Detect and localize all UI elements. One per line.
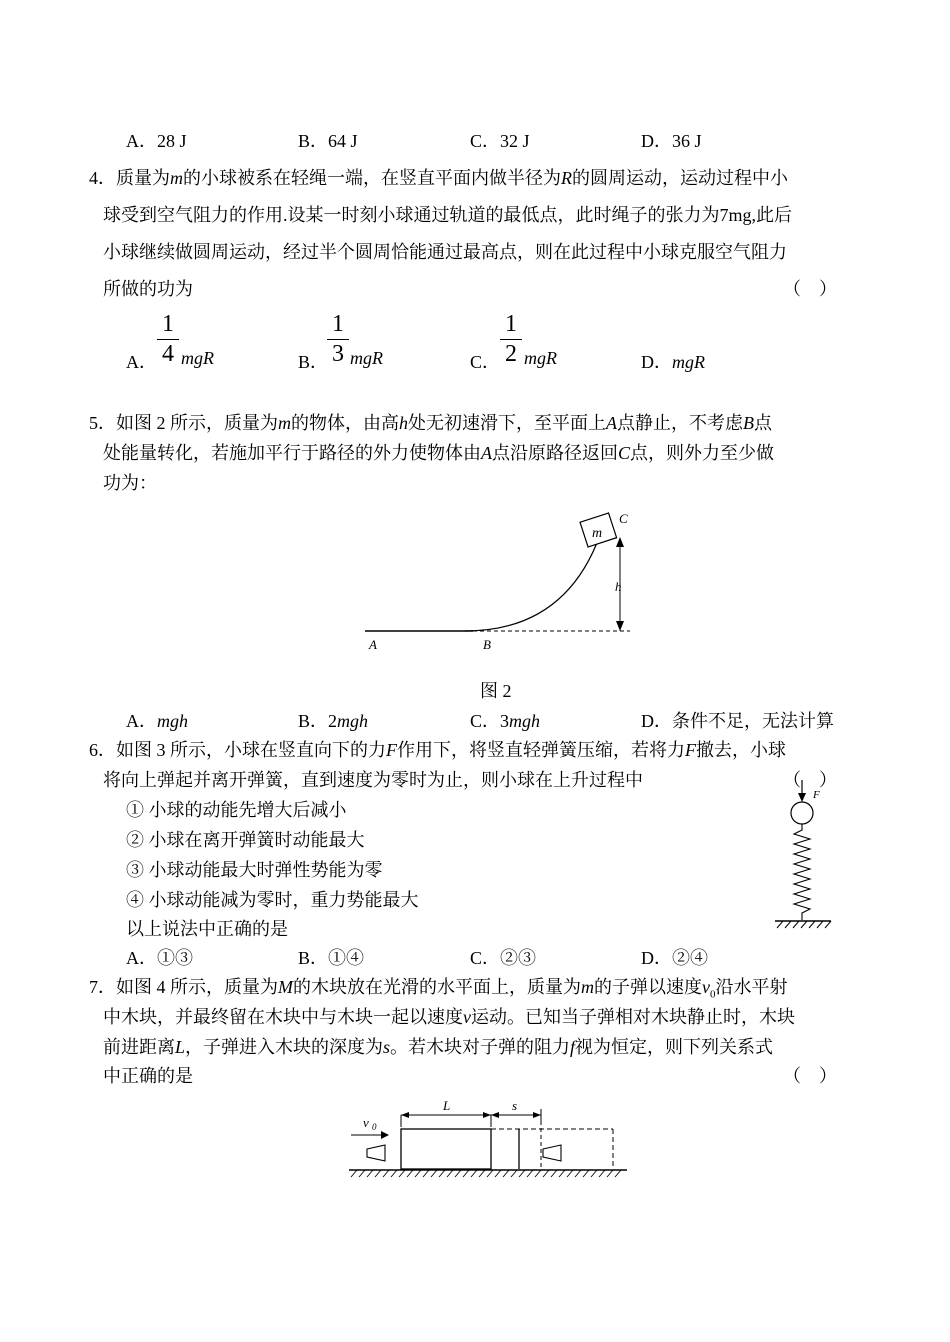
q5-line-1: 5．如图 2 所示，质量为m的物体，由高h处无初速滑下，至平面上A点静止，不考虑B点 [89,413,772,433]
q5-option-d: D．条件不足，无法计算 [641,711,834,731]
q4-option-c-fraction: 1 2 [500,312,522,366]
q5-number: 5． [89,413,116,433]
label-s: s [512,1098,518,1113]
ball [791,802,813,824]
figure-2-caption: 图 2 [480,681,512,701]
label-a: A [369,637,377,652]
q7-line-4: 中正确的是 [103,1066,193,1086]
label-c: C [619,511,628,526]
label-b: B [483,637,491,652]
spring [794,824,810,920]
q6-option-a: A．①③ [126,948,193,968]
q4-option-c-tail: mgR [524,348,557,368]
label-l: L [443,1098,451,1113]
q6-number: 6． [89,740,116,760]
q4-option-c-label: C． [470,352,501,372]
q6-option-c: C．②③ [470,948,537,968]
q3-option-d: D．36 J [641,131,702,151]
q6-line-2: 将向上弹起并离开弹簧，直到速度为零时为止，则小球在上升过程中 [103,770,643,790]
q6-statement-4: ④ 小球动能减为零时，重力势能最大 [126,890,419,910]
q4-option-a-label: A． [126,352,157,372]
label-h: h [615,579,622,594]
q6-statement-1: ① 小球的动能先增大后减小 [126,800,347,820]
q4-option-b-fraction: 1 3 [327,312,349,366]
q4-line-4: 所做的功为 [103,279,193,299]
q5-line-2: 处能量转化，若施加平行于路径的外力使物体由A点沿原路径返回C点，则外力至少做 [103,443,775,463]
q7-line-3: 前进距离L，子弹进入木块的深度为s。若木块对子弹的阻力f视为恒定，则下列关系式 [103,1037,774,1057]
q7-number: 7． [89,977,116,997]
q4-line-3: 小球继续做圆周运动，经过半个圆周恰能通过最高点，则在此过程中小球克服空气阻力 [103,242,787,262]
q4-number: 4． [89,168,116,188]
q3-option-c: C．32 J [470,131,530,151]
bullet-final [543,1145,561,1161]
q5-option-a: A．mgh [126,711,188,731]
q3-option-b: B．64 J [298,131,358,151]
q4-option-a-tail: mgR [181,348,214,368]
q6-option-b: B．①④ [298,948,365,968]
q4-option-b-label: B． [298,352,329,372]
q4-line-1: 4．质量为m的小球被系在轻绳一端，在竖直平面内做半径为R的圆周运动，运动过程中小 [89,168,788,188]
figure-3-spring-diagram [765,778,845,938]
q4-option-b-tail: mgR [350,348,383,368]
q6-answer-paren: （ ） [783,770,837,790]
q6-option-d: D．②④ [641,948,708,968]
figure-2-slope-diagram [355,505,645,655]
label-v0-sub: 0 [372,1122,377,1132]
label-f: F [813,789,820,801]
q7-answer-paren: （ ） [783,1066,837,1086]
q6-conclusion: 以上说法中正确的是 [126,919,288,939]
q5-option-c: C．3mgh [470,711,541,731]
q4-option-d: D．mgR [641,352,705,372]
block-initial [401,1129,491,1169]
q7-line-1: 7．如图 4 所示，质量为M的木块放在光滑的水平面上，质量为m的子弹以速度$v_0$沿水平射 [89,977,788,1001]
bullet-initial [367,1145,385,1161]
q5-option-b: B．2mgh [298,711,369,731]
q6-line-1: 6．如图 3 所示，小球在竖直向下的力F作用下，将竖直轻弹簧压缩，若将力F撤去，小球 [89,740,786,760]
q4-option-a-fraction: 1 4 [157,312,179,366]
label-m: m [592,526,603,541]
q3-option-a: A．28 J [126,131,187,151]
label-v0: v [363,1115,369,1130]
q6-statement-2: ② 小球在离开弹簧时动能最大 [126,830,365,850]
q7-line-2: 中木块，并最终留在木块中与木块一起以速度v运动。已知当子弹相对木块静止时，木块 [103,1007,795,1027]
q4-answer-paren: （ ） [783,279,837,299]
q5-line-3: 功为： [103,473,157,493]
q6-statement-3: ③ 小球动能最大时弹性势能为零 [126,860,383,880]
figure-4-bullet-block-diagram [345,1095,635,1190]
q4-line-2: 球受到空气阻力的作用.设某一时刻小球通过轨道的最低点，此时绳子的张力为7mg,此后 [103,205,792,225]
